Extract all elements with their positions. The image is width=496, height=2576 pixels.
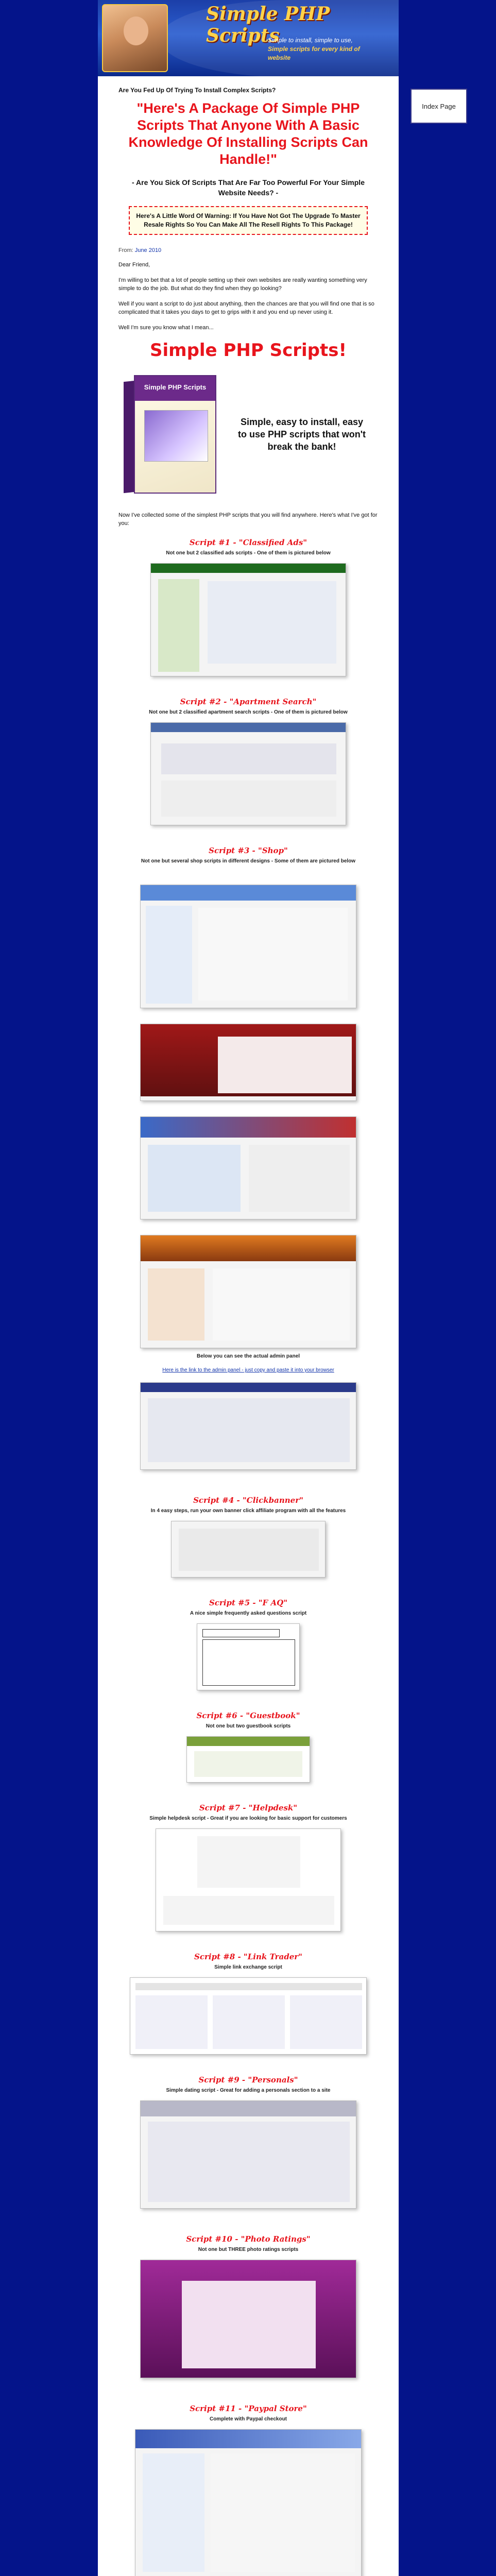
script-heading: Script #4 - "Clickbanner" [193, 1496, 303, 1505]
script-heading: Script #1 - "Classified Ads" [189, 538, 307, 547]
screenshot-faq [197, 1623, 300, 1690]
screenshot-shop-4 [140, 1235, 356, 1348]
script-description: Not one but 2 classified apartment search scripts - One of them is pictured below [149, 709, 348, 715]
product-box-label: Simple PHP Scripts [144, 383, 207, 391]
script-description: Not one but several shop scripts in different designs - Some of them are pictured below [141, 858, 356, 864]
greeting: Dear Friend, [118, 262, 150, 268]
script-description: A nice simple frequently asked questions script [190, 1611, 307, 1616]
screenshot-shop-2 [140, 1024, 356, 1101]
screenshot-apartment-search [150, 722, 346, 825]
screenshot-clickbanner [171, 1521, 326, 1578]
index-page-button[interactable]: Index Page [411, 89, 467, 124]
product-tagline: Simple, easy to install, easy to use PHP scripts that won't break the bank! [238, 417, 366, 452]
date-text: June 2010 [134, 247, 162, 253]
screenshot-shop-1 [140, 885, 356, 1008]
script-heading: Script #6 - "Guestbook" [196, 1711, 300, 1720]
product-row [118, 370, 378, 499]
screenshot-link-trader [130, 1977, 367, 2055]
script-description: Complete with Paypal checkout [209, 2416, 287, 2422]
main-content [118, 87, 378, 2576]
script-description: Simple helpdesk script - Great if you are looking for basic support for customers [149, 1816, 347, 1821]
screenshot-guestbook [186, 1736, 310, 1783]
header-photo [102, 4, 168, 72]
script-heading: Script #2 - "Apartment Search" [180, 697, 317, 706]
script-heading: Script #8 - "Link Trader" [194, 1952, 302, 1961]
script-heading: Script #9 - "Personals" [198, 2075, 298, 2084]
intro-paragraph-3: Well I'm sure you know what I mean... [118, 325, 214, 331]
script-description: Not one but THREE photo ratings scripts [198, 2247, 299, 2252]
script-heading: Script #11 - "Paypal Store" [190, 2404, 307, 2413]
script-heading: Script #5 - "F AQ" [209, 1598, 288, 1607]
product-box-side [124, 381, 135, 493]
screenshot-admin-panel [140, 1382, 356, 1470]
header-photo-face [124, 16, 148, 45]
intro-paragraph-4: Now I've collected some of the simplest PHP scripts that you will find anywhere. Here's what I've got for you: [118, 512, 378, 527]
from-line [118, 247, 378, 253]
script-description: Not one but 2 classified ads scripts - One of them is pictured below [166, 550, 331, 556]
header-title: Simple PHP Scripts [206, 3, 330, 46]
header-sub-line2: Simple scripts for every kind of website [268, 45, 360, 61]
screenshot-shop-3 [140, 1116, 356, 1219]
screenshot-personals [140, 2100, 356, 2209]
script-description: Not one but two guestbook scripts [206, 1723, 291, 1729]
intro-paragraph-1: I'm willing to bet that a lot of people setting up their own websites are really wanting something very simple to do the job. But what do they find when they go looking? [118, 277, 367, 292]
screenshot-helpdesk [156, 1828, 341, 1931]
from-label: From: [118, 247, 133, 253]
script-description: Simple link exchange script [214, 1964, 282, 1970]
sub-headline: - Are You Sick Of Scripts That Are Far Too Powerful For Your Simple Website Needs? - [132, 178, 365, 197]
script-heading: Script #3 - "Shop" [209, 846, 288, 855]
screenshot-photo-ratings [140, 2260, 356, 2378]
caption-admin: Below you can see the actual admin panel [196, 1353, 300, 1359]
screenshot-paypal-store-1 [135, 2429, 362, 2576]
script-heading: Script #10 - "Photo Ratings" [186, 2234, 311, 2244]
product-box-front [134, 375, 216, 494]
pre-headline: Are You Fed Up Of Trying To Install Complex Scripts? [118, 87, 276, 94]
warning-box [129, 206, 368, 235]
header-subtitle [268, 36, 376, 62]
warning-text: Here's A Little Word Of Warning: If You Have Not Got The Upgrade To Master Resale Rights So You Can Make All The Resell Rights To This Package! [136, 212, 361, 228]
script-description: Simple dating script - Great for adding a personals section to a site [166, 2088, 331, 2093]
main-headline: "Here's A Package Of Simple PHP Scripts That Anyone With A Basic Knowledge Of Installing Scripts Can Handle!" [128, 100, 368, 167]
product-box-band [135, 376, 215, 401]
screenshot-classified-ads [150, 563, 346, 676]
script-heading: Script #7 - "Helpdesk" [199, 1803, 298, 1812]
intro-paragraph-2: Well if you want a script to do just about anything, then the chances are that you will find one that is so complicated that it takes you days to get to grips with it and you end up never using it. [118, 301, 374, 315]
admin-panel-link[interactable]: Here is the link to the admin panel - just copy and paste it into your browser [162, 1367, 334, 1373]
page-content [98, 0, 399, 2576]
header-sub-line1: Simple to install, simple to use, [268, 37, 353, 44]
script-description: In 4 easy steps, run your own banner click affiliate program with all the features [150, 1508, 346, 1514]
header-banner [98, 0, 399, 76]
product-box-artwork [144, 410, 208, 462]
product-box-image [118, 370, 221, 499]
product-title: Simple PHP Scripts! [150, 340, 347, 361]
